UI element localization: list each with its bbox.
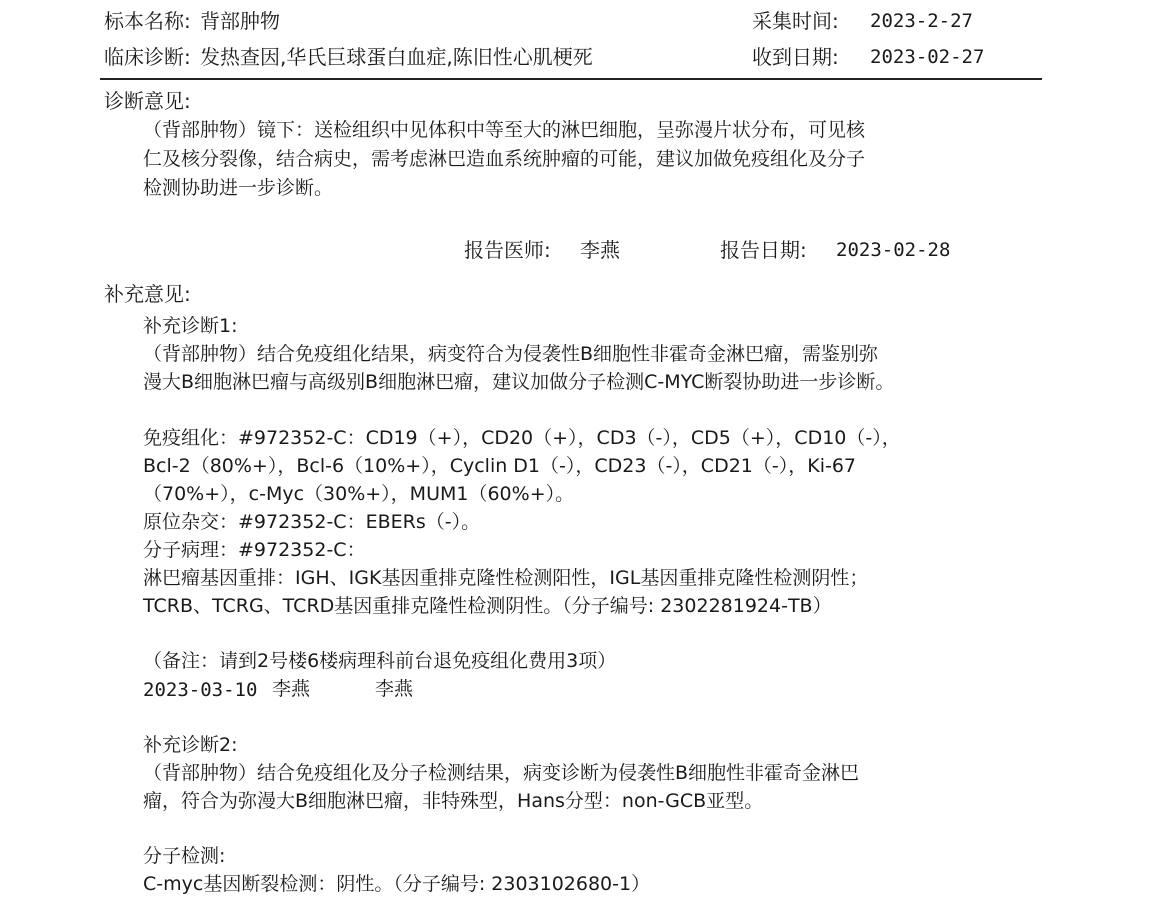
specimen-value: 背部肿物 — [200, 9, 280, 33]
diagnosis-line: 检测协助进一步诊断。 — [143, 177, 334, 199]
molecular-test-line: C-myc基因断裂检测：阴性。（分子编号: 2303102680-1） — [143, 873, 651, 895]
report-date-value: 2023-02-28 — [836, 239, 951, 261]
report-date-label: 报告日期: — [720, 238, 807, 262]
clinical-diagnosis-label: 临床诊断: — [104, 45, 191, 69]
sign-date: 2023-03-10 — [143, 679, 258, 701]
diagnosis-heading: 诊断意见: — [104, 89, 191, 113]
note-line: （备注：请到2号楼6楼病理科前台退免疫组化费用3项） — [143, 650, 617, 672]
ihc-line: （70%+），c-Myc（30%+），MUM1（60%+）。 — [143, 483, 575, 505]
report-doctor-name: 李燕 — [580, 238, 620, 262]
supplement-diagnosis-2-title: 补充诊断2: — [143, 734, 238, 756]
ihc-line: Bcl-2（80%+），Bcl-6（10%+），Cyclin D1（-），CD23（-），CD21（-），Ki-67 — [143, 455, 857, 477]
supplement-diagnosis-1-line: 漫大B细胞淋巴瘤与高级别B细胞淋巴瘤，建议加做分子检测C-MYC断裂协助进一步诊断。 — [143, 371, 895, 393]
molecular-pathology-line: 分子病理：#972352-C： — [143, 539, 366, 561]
gene-rearrangement-line: 淋巴瘤基因重排：IGH、IGK基因重排克隆性检测阳性，IGL基因重排克隆性检测阴性； — [143, 567, 869, 589]
supplement-diagnosis-1-title: 补充诊断1: — [143, 315, 238, 337]
report-doctor-label: 报告医师: — [464, 238, 551, 262]
specimen-label: 标本名称: — [104, 9, 191, 33]
ihc-line: 免疫组化：#972352-C：CD19（+），CD20（+），CD3（-），CD5（+），CD10（-）， — [143, 427, 901, 449]
sign-name: 李燕 — [375, 678, 414, 700]
header-divider — [100, 78, 1042, 80]
sign-name: 李燕 — [272, 678, 311, 700]
molecular-test-title: 分子检测: — [143, 845, 226, 867]
collect-time-value: 2023-2-27 — [870, 10, 973, 32]
clinical-diagnosis-value: 发热查因,华氏巨球蛋白血症,陈旧性心肌梗死 — [200, 45, 593, 69]
gene-rearrangement-line: TCRB、TCRG、TCRD基因重排克隆性检测阴性。（分子编号: 2302281924-TB） — [143, 595, 832, 617]
collect-time-label: 采集时间: — [752, 9, 839, 33]
diagnosis-line: （背部肿物）镜下：送检组织中见体积中等至大的淋巴细胞，呈弥漫片状分布，可见核 — [143, 119, 866, 141]
supplement-diagnosis-2-line: 瘤，符合为弥漫大B细胞淋巴瘤，非特殊型，Hans分型：non-GCB亚型。 — [143, 790, 764, 812]
supplement-diagnosis-2-line: （背部肿物）结合免疫组化及分子检测结果，病变诊断为侵袭性B细胞性非霍奇金淋巴 — [143, 762, 860, 784]
diagnosis-line: 仁及核分裂像，结合病史，需考虑淋巴造血系统肿瘤的可能，建议加做免疫组化及分子 — [143, 148, 866, 170]
received-date-value: 2023-02-27 — [870, 46, 985, 68]
ish-line: 原位杂交：#972352-C：EBERs（-）。 — [143, 511, 481, 533]
supplement-heading: 补充意见: — [104, 282, 191, 306]
received-date-label: 收到日期: — [752, 45, 839, 69]
supplement-diagnosis-1-line: （背部肿物）结合免疫组化结果，病变符合为侵袭性B细胞性非霍奇金淋巴瘤，需鉴别弥 — [143, 343, 879, 365]
